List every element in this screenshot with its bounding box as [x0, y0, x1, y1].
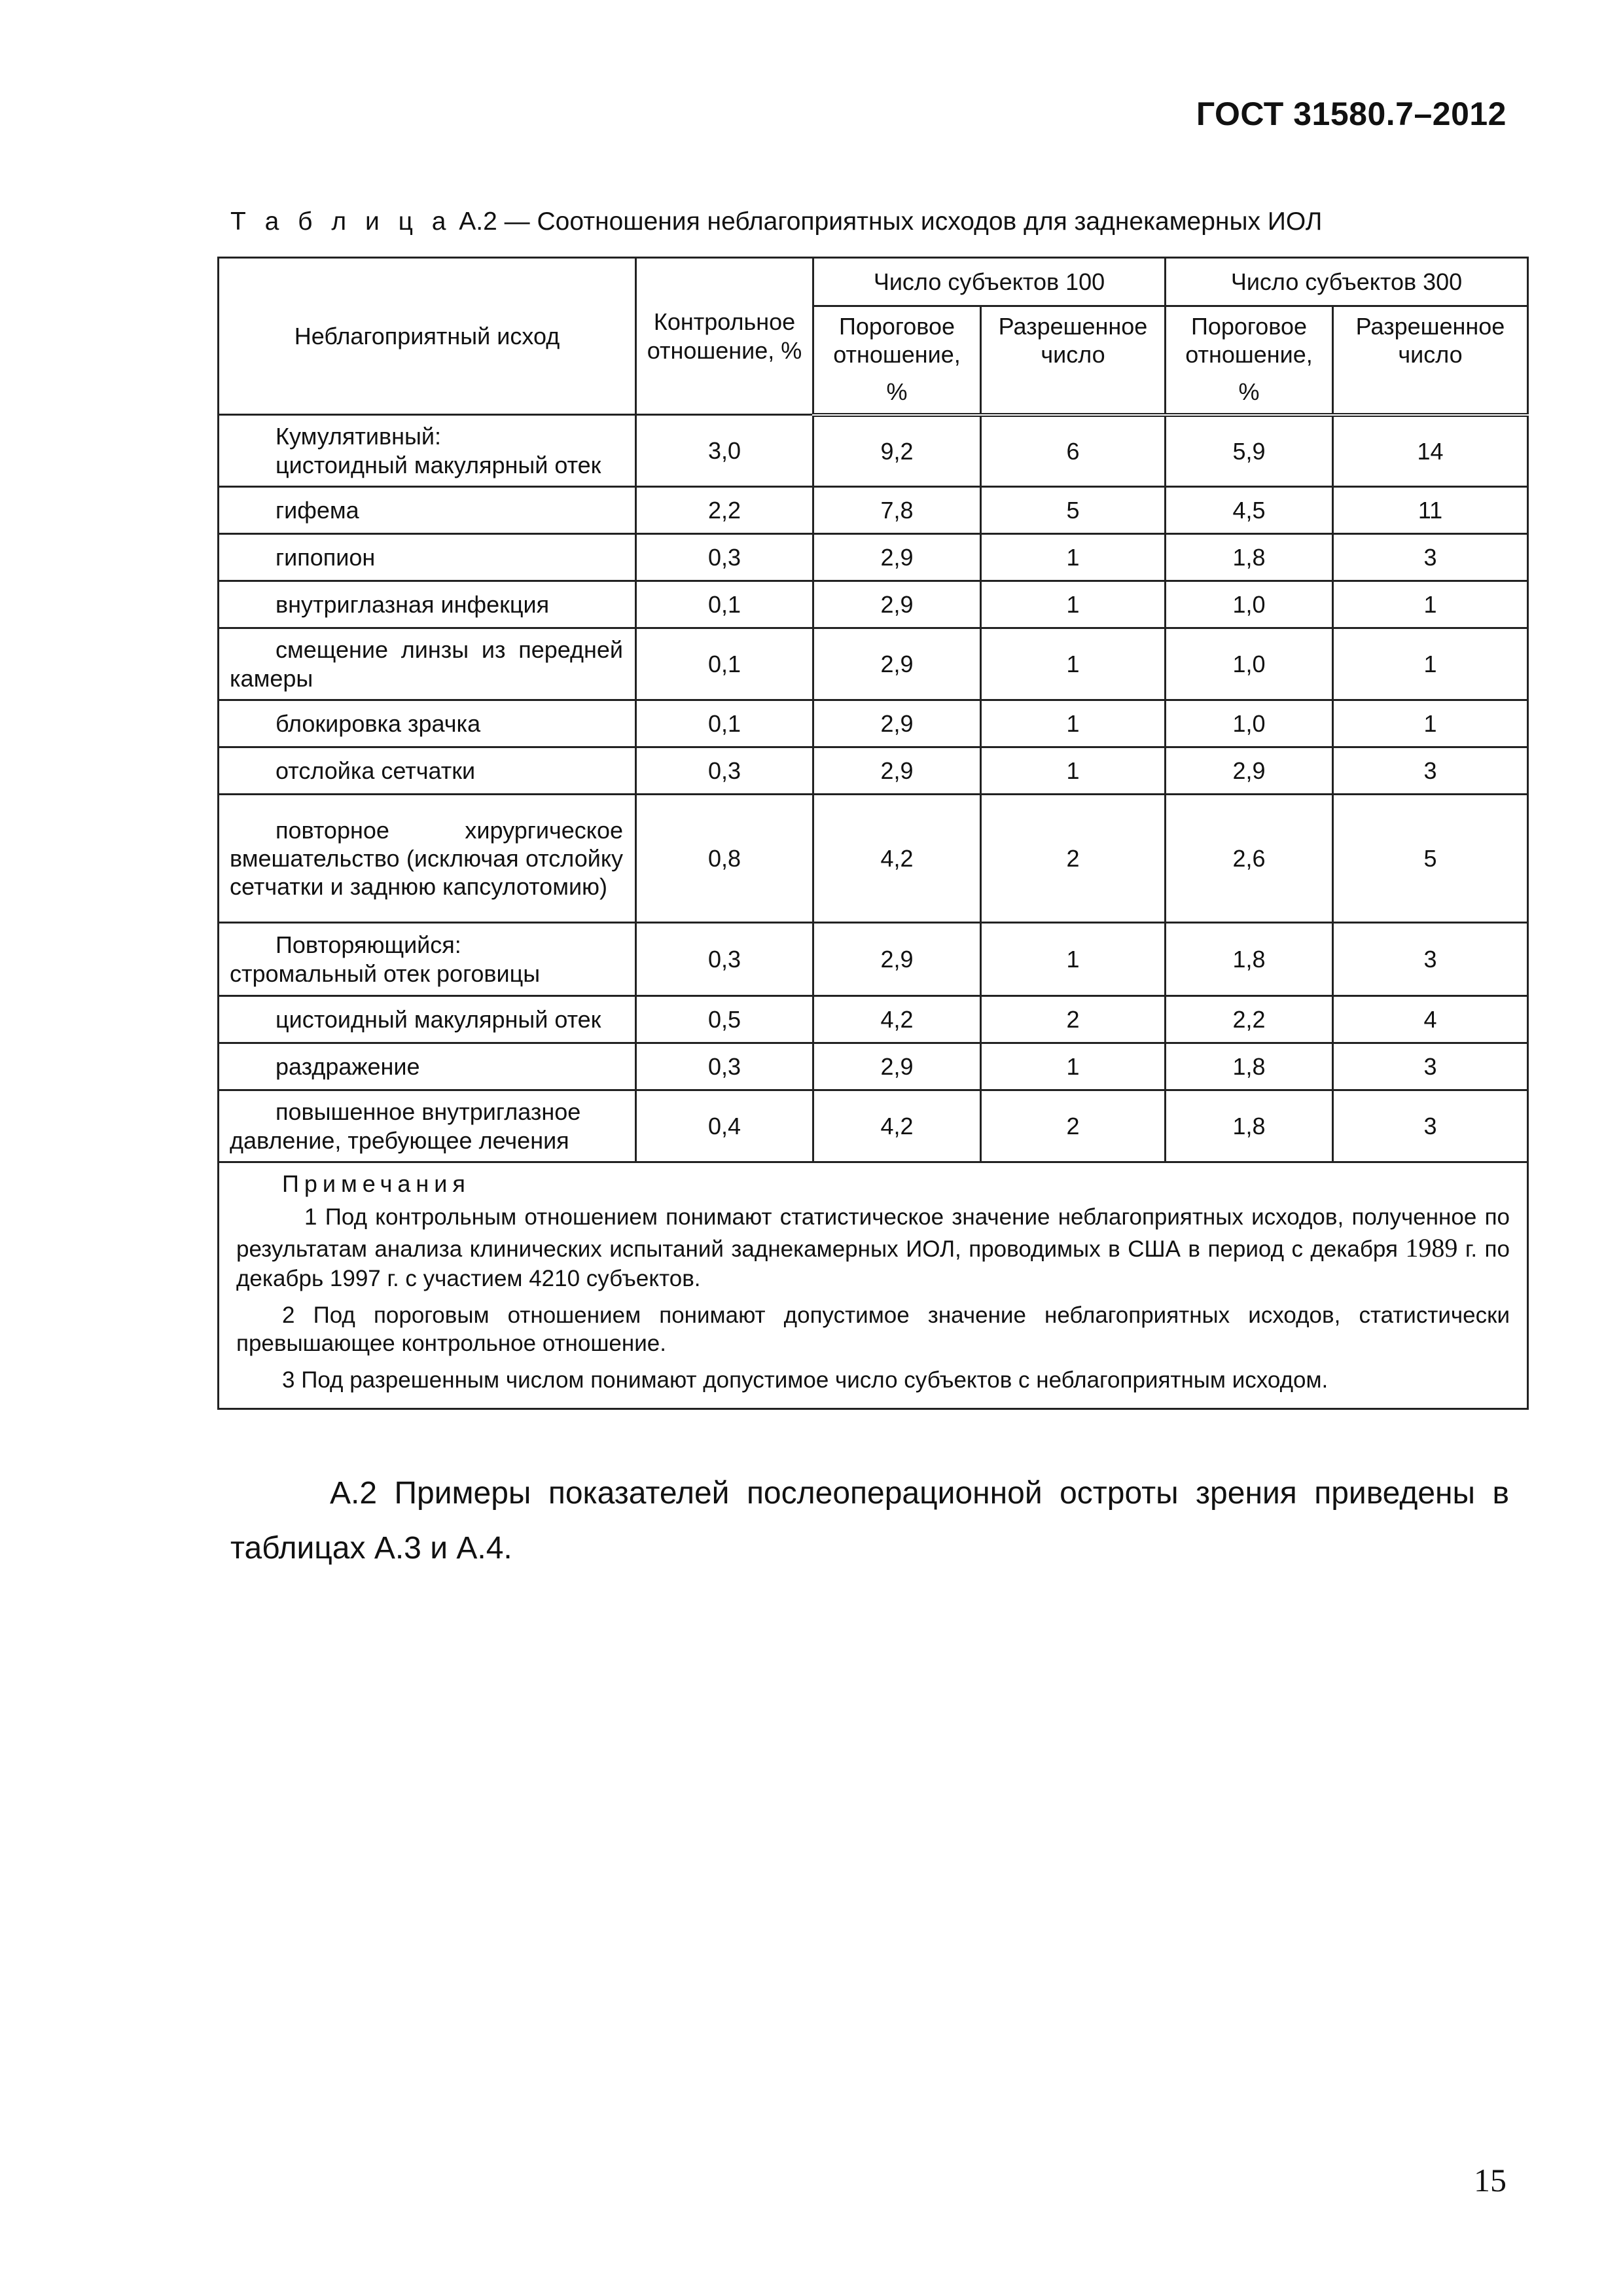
header-group-300: Число субъектов 300 [1166, 258, 1528, 306]
note-1 [236, 1203, 1510, 1293]
threshold-100-cell: 2,9 [813, 628, 981, 700]
allowed-100-cell: 1 [981, 700, 1166, 747]
threshold-300-cell: 2,6 [1166, 795, 1333, 923]
threshold-300-cell: 1,8 [1166, 923, 1333, 996]
allowed-300-cell: 3 [1333, 923, 1528, 996]
threshold-100-cell: 2,9 [813, 747, 981, 795]
allowed-100-cell: 6 [981, 415, 1166, 487]
outcome-label: смещение линзы из передней камеры [230, 636, 623, 692]
table-row [219, 923, 1528, 996]
table-row [219, 534, 1528, 581]
control-ratio-cell: 0,3 [636, 747, 813, 795]
allowed-100-cell: 2 [981, 996, 1166, 1043]
outcome-cell [219, 628, 636, 700]
control-ratio-cell: 0,8 [636, 795, 813, 923]
caption-title: Соотношения неблагоприятных исходов для заднекамерных ИОЛ [537, 207, 1323, 236]
outcome-cell [219, 581, 636, 628]
control-ratio-cell: 0,3 [636, 923, 813, 996]
outcome-cell [219, 1090, 636, 1162]
threshold-300-cell: 4,5 [1166, 487, 1333, 534]
note-2: 2 Под пороговым отношением понимают допустимое значение неблагоприятных исходов, статистически превышающее контрольное отношение. [236, 1302, 1510, 1357]
table-row [219, 1090, 1528, 1162]
threshold-100-cell: 2,9 [813, 534, 981, 581]
outcome-label: внутриглазная инфекция [276, 590, 550, 618]
table-caption [230, 207, 1322, 236]
threshold-100-cell: 2,9 [813, 581, 981, 628]
document-standard-code: ГОСТ 31580.7–2012 [1196, 96, 1507, 132]
control-ratio-cell: 0,5 [636, 996, 813, 1043]
allowed-300-cell: 5 [1333, 795, 1528, 923]
note-1-number: 1 [304, 1204, 317, 1230]
threshold-300-cell: 1,8 [1166, 1090, 1333, 1162]
allowed-100-cell: 1 [981, 1043, 1166, 1090]
table-row [219, 1043, 1528, 1090]
header-outcome: Неблагоприятный исход [219, 258, 636, 415]
allowed-100-cell: 1 [981, 747, 1166, 795]
allowed-300-cell: 1 [1333, 700, 1528, 747]
outcome-cell [219, 923, 636, 996]
allowed-300-cell: 3 [1333, 1043, 1528, 1090]
threshold-300-cell: 1,8 [1166, 1043, 1333, 1090]
control-ratio-cell: 0,3 [636, 1043, 813, 1090]
outcome-label: цистоидный макулярный отек [276, 1005, 601, 1033]
outcome-label: блокировка зрачка [276, 709, 481, 737]
table-row [219, 415, 1528, 487]
outcome-cell [219, 1043, 636, 1090]
outcome-cell [219, 996, 636, 1043]
caption-dash: — [504, 207, 530, 236]
allowed-100-cell: 1 [981, 581, 1166, 628]
outcome-cell [219, 415, 636, 487]
control-ratio-cell: 0,1 [636, 581, 813, 628]
notes-cell [219, 1162, 1528, 1409]
outcome-cell [219, 700, 636, 747]
table-row [219, 581, 1528, 628]
outcome-label: повторное хирургическое вмешательство (исключая отслойку сетчатки и заднюю капсулотомию) [230, 816, 623, 901]
header-group-100: Число субъектов 100 [813, 258, 1166, 306]
caption-label: Т а б л и ц а [230, 207, 452, 236]
caption-number: А.2 [459, 207, 497, 236]
notes-row [219, 1162, 1528, 1409]
outcome-cell [219, 534, 636, 581]
paragraph-line-1: А.2 Примеры показателей послеоперационной остроты зрения приведены в [330, 1476, 1509, 1511]
allowed-300-cell: 1 [1333, 628, 1528, 700]
threshold-unit: % [1238, 378, 1260, 406]
outcome-label: повышенное внутриглазное [276, 1098, 581, 1126]
table-row [219, 996, 1528, 1043]
outcome-label-continued: давление, требующее лечения [230, 1126, 569, 1154]
allowed-300-cell: 3 [1333, 534, 1528, 581]
allowed-100-cell: 2 [981, 1090, 1166, 1162]
outcome-cell [219, 487, 636, 534]
allowed-100-cell: 1 [981, 923, 1166, 996]
threshold-300-cell: 2,9 [1166, 747, 1333, 795]
allowed-300-cell: 4 [1333, 996, 1528, 1043]
header-control-ratio: Контрольное отношение, % [636, 258, 813, 415]
table-row [219, 487, 1528, 534]
threshold-300-cell: 2,2 [1166, 996, 1333, 1043]
control-ratio-cell: 0,3 [636, 534, 813, 581]
allowed-100-cell: 5 [981, 487, 1166, 534]
header-threshold-100 [813, 306, 981, 415]
allowed-300-cell: 1 [1333, 581, 1528, 628]
table-row [219, 747, 1528, 795]
control-ratio-cell: 3,0 [636, 415, 813, 487]
threshold-300-cell: 1,0 [1166, 581, 1333, 628]
adverse-outcomes-table [217, 257, 1529, 1410]
header-threshold-300 [1166, 306, 1333, 415]
body-paragraph [230, 1466, 1509, 1576]
threshold-label: Пороговое отношение, [1185, 313, 1313, 368]
allowed-100-cell: 1 [981, 628, 1166, 700]
outcome-group-label: Кумулятивный: [276, 423, 442, 450]
header-allowed-300: Разрешенное число [1333, 306, 1528, 415]
allowed-100-cell: 2 [981, 795, 1166, 923]
note-3: 3 Под разрешенным числом понимают допустимое число субъектов с неблагоприятным исходом. [282, 1367, 1329, 1393]
outcome-label: раздражение [276, 1052, 420, 1080]
threshold-300-cell: 5,9 [1166, 415, 1333, 487]
control-ratio-cell: 0,4 [636, 1090, 813, 1162]
header-allowed-100: Разрешенное число [981, 306, 1166, 415]
allowed-300-cell: 14 [1333, 415, 1528, 487]
outcome-label: гифема [276, 496, 359, 524]
outcome-cell [219, 747, 636, 795]
outcome-label: гипопион [276, 543, 376, 571]
outcome-group-label: Повторяющийся: [276, 931, 461, 959]
note-1-year: 1989 [1405, 1232, 1458, 1263]
allowed-300-cell: 11 [1333, 487, 1528, 534]
page-number: 15 [1474, 2162, 1507, 2198]
threshold-300-cell: 1,0 [1166, 628, 1333, 700]
paragraph-line-2: таблицах А.3 и А.4. [230, 1531, 512, 1566]
control-ratio-cell: 0,1 [636, 700, 813, 747]
threshold-100-cell: 2,9 [813, 1043, 981, 1090]
control-ratio-cell: 0,1 [636, 628, 813, 700]
threshold-100-cell: 2,9 [813, 700, 981, 747]
notes-title: Примечания [282, 1170, 471, 1197]
threshold-100-cell: 4,2 [813, 1090, 981, 1162]
threshold-300-cell: 1,8 [1166, 534, 1333, 581]
outcome-label: цистоидный макулярный отек [276, 451, 601, 478]
outcome-cell [219, 795, 636, 923]
threshold-100-cell: 9,2 [813, 415, 981, 487]
control-ratio-cell: 2,2 [636, 487, 813, 534]
outcome-label: отслойка сетчатки [276, 757, 476, 784]
threshold-label: Пороговое отношение, [833, 313, 961, 368]
table-row [219, 700, 1528, 747]
threshold-100-cell: 2,9 [813, 923, 981, 996]
allowed-300-cell: 3 [1333, 1090, 1528, 1162]
table-row [219, 628, 1528, 700]
threshold-100-cell: 7,8 [813, 487, 981, 534]
allowed-100-cell: 1 [981, 534, 1166, 581]
threshold-300-cell: 1,0 [1166, 700, 1333, 747]
note-1-text: Под контрольным отношением понимают статистическое значение неблагоприятных исходов, полученное по результатам анализа клинических испытаний заднекамерных ИОЛ, проводимых в США в период с декабря [236, 1204, 1510, 1262]
table-row [219, 795, 1528, 923]
threshold-100-cell: 4,2 [813, 795, 981, 923]
note-1-text-end: г. по декабрь 1997 г. с участием 4210 субъектов. [236, 1236, 1510, 1291]
threshold-100-cell: 4,2 [813, 996, 981, 1043]
threshold-unit: % [886, 378, 908, 406]
outcome-label: стромальный отек роговицы [230, 960, 541, 987]
allowed-300-cell: 3 [1333, 747, 1528, 795]
